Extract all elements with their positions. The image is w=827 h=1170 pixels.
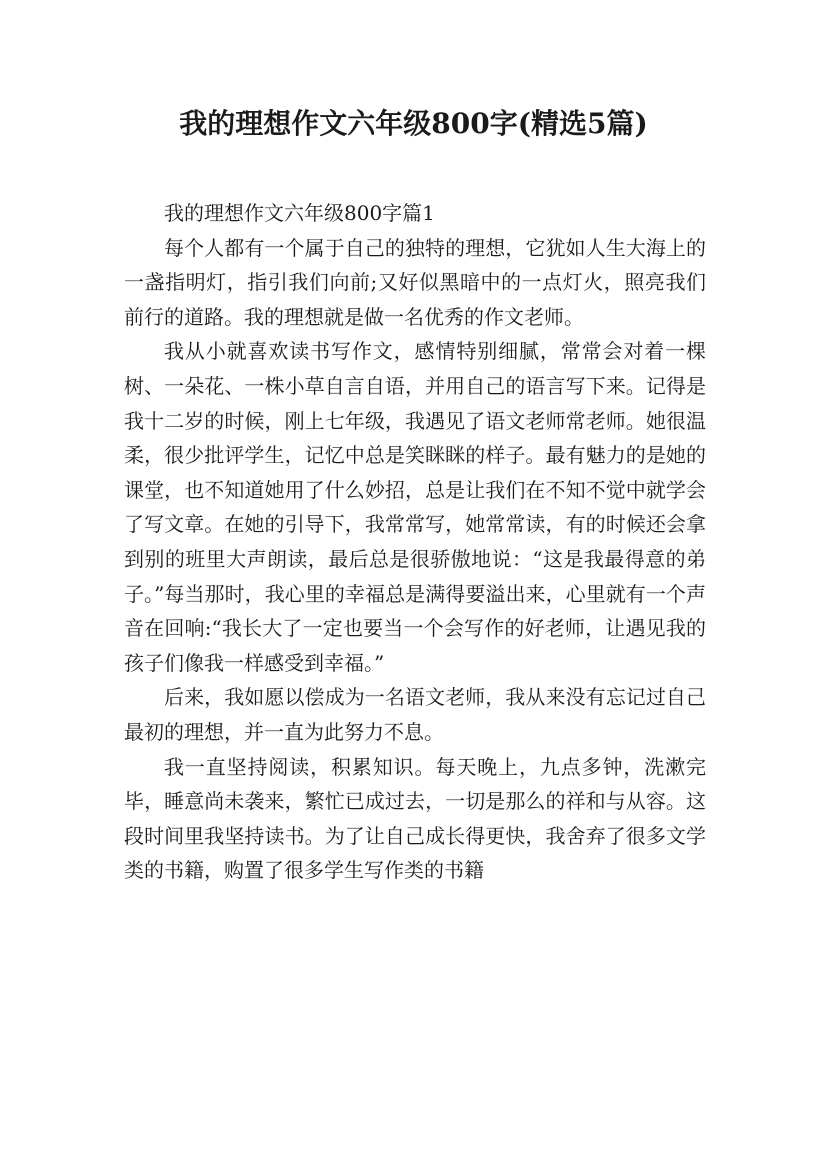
paragraph-2: 我从小就喜欢读书写作文，感情特别细腻，常常会对着一棵树、一朵花、一株小草自言自语，并用自己的语言写下来。记得是我十二岁的时候，刚上七年级，我遇见了语文老师常老师。她很温柔，很少批评学生，记忆中总是笑眯眯的样子。最有魅力的是她的课堂，也不知道她用了什么妙招，总是让我们在不知不觉中就学会了写文章。在她的引导下，我常常写，她常常读，有的时候还会拿到别的班里大声朗读，最后总是很骄傲地说：“这是我最得意的弟子。”每当那时，我心里的幸福总是满得要溢出来，心里就有一个声音在回响:“我长大了一定也要当一个会写作的好老师，让遇见我的孩子们像我一样感受到幸福。” (124, 339, 706, 675)
document-title: 我的理想作文六年级800字(精选5篇) (179, 107, 648, 140)
paragraph-3: 后来，我如愿以偿成为一名语文老师，我从来没有忘记过自己最初的理想，并一直为此努力不息。 (124, 685, 706, 744)
section-heading: 我的理想作文六年级800字篇1 (164, 201, 435, 225)
paragraph-4: 我一直坚持阅读，积累知识。每天晚上，九点多钟，洗漱完毕，睡意尚未袭来，繁忙已成过去，一切是那么的祥和与从容。这段时间里我坚持读书。为了让自己成长得更快，我舍弃了很多文学类的书籍，购置了很多学生写作类的书籍 (124, 754, 706, 883)
paragraph-1: 每个人都有一个属于自己的独特的理想，它犹如人生大海上的一盏指明灯，指引我们向前;又好似黑暗中的一点灯火，照亮我们前行的道路。我的理想就是做一名优秀的作文老师。 (124, 235, 706, 329)
document-body (124, 196, 706, 888)
